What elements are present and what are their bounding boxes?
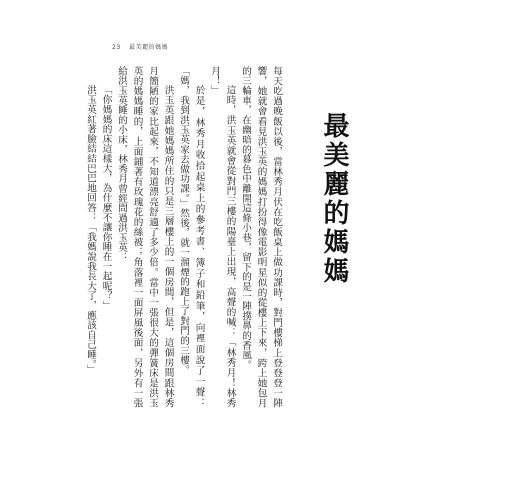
paragraph: 每天吃過晚飯以後，當林秀月伏在吃飯桌上做功課時，對門樓梯上登登登一陣響，她就會看見洪玉英的媽媽打扮得像電影明星似的從樓上下來，跨上她包月的三輪車，在幽暗的暮色中離開這條小巷，留下的是一陣撲鼻的香風。	[240, 66, 282, 408]
body-text	[85, 66, 284, 408]
paragraph: 洪玉英紅著臉結結巴巴地回答：「我媽說我長大了，應該自己睡。」	[85, 85, 96, 375]
paragraph: 這時，洪玉英就會從對門三樓的陽臺上出現，高聲的喊：「林秀月！林秀月！」	[209, 66, 236, 408]
running-header	[112, 42, 168, 51]
paragraph: 於是，林秀月收拾起桌上的參考書、簿子和鉛筆，向裡面說了一聲：「媽，我到洪玉英家去做功課。」然後，就一溜煙的跑上了對門的三樓。	[178, 66, 205, 408]
page-number: 23	[112, 44, 121, 51]
chapter-title: 最美麗的媽媽	[319, 112, 349, 286]
paragraph: 「你媽媽的床這樣大，為什麼不讓你睡在一起呢？」	[100, 85, 112, 311]
running-title: 最美麗的媽媽	[129, 44, 169, 51]
paragraph: 洪玉英跟她媽媽所住的只是三層樓上的一個房間，但是，這個房間跟林秀月簡陋的家比起來，不知道漂亮舒適了多少倍。當中一張很大的彈簧床是洪玉英的媽媽睡的，上面鋪著有玫瑰花的絲被；角落裡一面屏風後面，另外有一張給洪玉英睡的小床，林秀月曾經問過洪玉英：	[116, 66, 174, 408]
